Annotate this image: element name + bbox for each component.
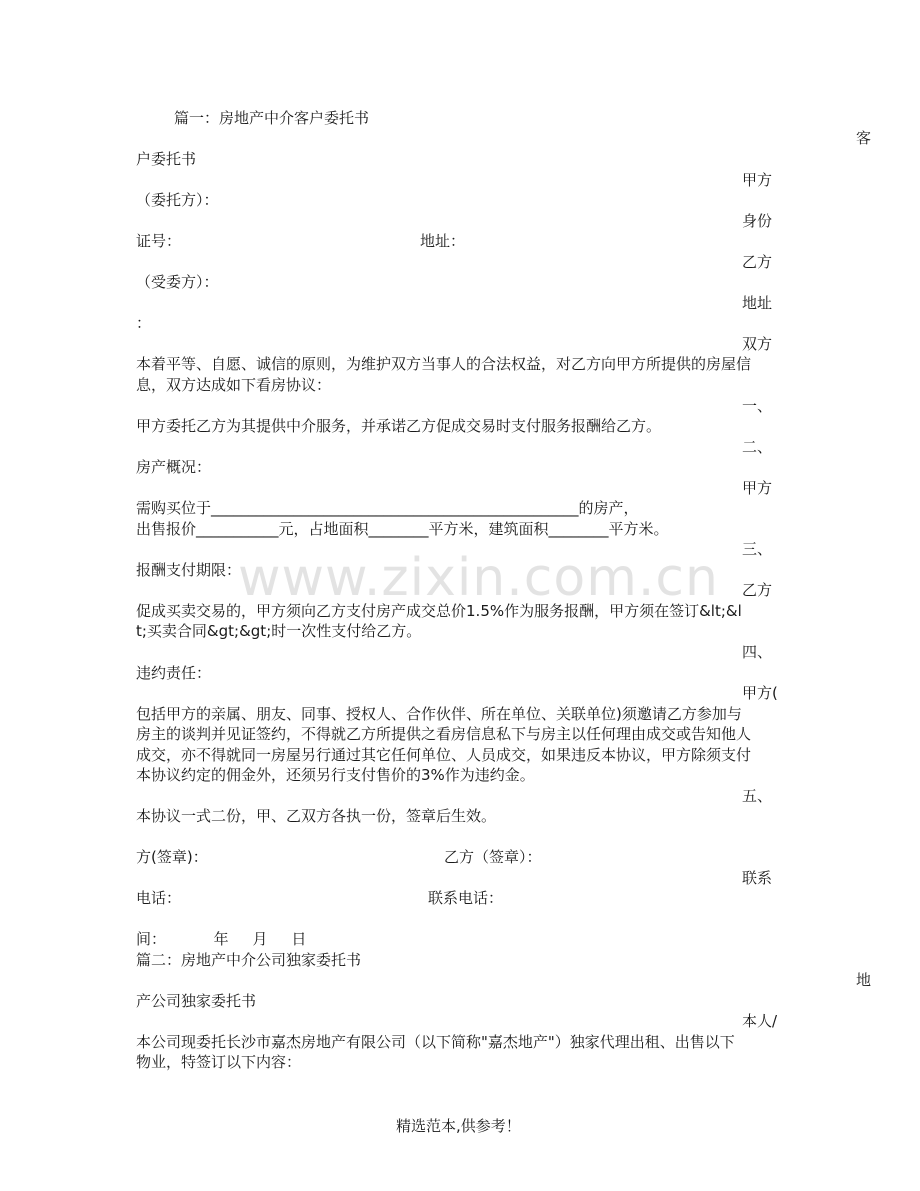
text-line: 息，双方达成如下看房协议： (136, 376, 332, 394)
text-line: 包括甲方的亲属、朋友、同事、授权人、合作伙伴、所在单位、关联单位)须邀请乙方参加与 (136, 705, 742, 723)
text-line: ： (136, 314, 152, 332)
text-line: 证号： (136, 232, 182, 250)
text-line: （受委方）： (136, 273, 219, 291)
text-line: 二、 (742, 438, 773, 456)
text-line: 甲方委托乙方为其提供中介服务，并承诺乙方促成交易时支付服务报酬给乙方。 (136, 417, 662, 435)
text-line: 甲方 (742, 171, 773, 189)
text-line: 五、 (742, 787, 773, 805)
text-line: 成交，亦不得就同一房屋另行通过其它任何单位、人员成交，如果违反本协议，甲方除须支付 (136, 746, 752, 764)
text-line: 双方 (742, 335, 773, 353)
text-line: 本人/ (742, 1012, 778, 1030)
text-line: 间： 年 月 日 (136, 930, 307, 948)
text-line: 产公司独家委托书 (136, 992, 257, 1010)
text-line: 违约责任： (136, 664, 212, 682)
text-line: 身份 (742, 212, 773, 230)
text-line: 促成买卖交易的，甲方须向乙方支付房产成交总价1.5%作为服务报酬，甲方须在签订&lt;&l (136, 602, 742, 620)
text-line: 地 (856, 971, 872, 989)
watermark: www.zixin.com.cn (238, 548, 719, 608)
text-line: 电话： (136, 889, 182, 907)
text-line: 需购买位于_________________________________________________的房产， (136, 499, 639, 517)
text-line: 乙方 (742, 581, 773, 599)
text-line: 物业，特签订以下内容： (136, 1053, 302, 1071)
text-line: 篇一：房地产中介客户委托书 (174, 109, 370, 127)
text-line: 精选范本,供参考！ (396, 1117, 521, 1135)
text-line: 地址 (742, 294, 773, 312)
text-line: 客 (856, 129, 872, 147)
text-line: 地址： (420, 232, 466, 250)
text-line: 房产概况： (136, 458, 212, 476)
text-line: 本协议约定的佣金外，还须另行支付售价的3%作为违约金。 (136, 766, 535, 784)
text-line: 联系 (742, 869, 773, 887)
text-line: 乙方 (742, 253, 773, 271)
text-line: 出售报价___________元，占地面积________平方米，建筑面积________平方米。 (136, 520, 669, 538)
text-line: 篇二：房地产中介公司独家委托书 (136, 951, 362, 969)
text-line: 甲方 (742, 479, 773, 497)
text-line: 甲方( (742, 684, 778, 702)
text-line: 本公司现委托长沙市嘉杰房地产有限公司（以下简称"嘉杰地产"）独家代理出租、出售以下 (136, 1033, 735, 1051)
text-line: 户委托书 (136, 150, 197, 168)
text-line: t;买卖合同&gt;&gt;时一次性支付给乙方。 (136, 622, 422, 640)
text-line: 房主的谈判并见证签约，不得就乙方所提供之看房信息私下与房主以任何理由成交或告知他人 (136, 725, 752, 743)
text-line: 一、 (742, 397, 773, 415)
text-line: 联系电话： (428, 889, 504, 907)
text-line: 四、 (742, 643, 773, 661)
text-line: （委托方）： (136, 191, 219, 209)
text-line: 本着平等、自愿、诚信的原则，为维护双方当事人的合法权益，对乙方向甲方所提供的房屋信 (136, 355, 752, 373)
text-line: 三、 (742, 540, 773, 558)
text-line: 方(签章)： (136, 848, 208, 866)
text-line: 乙方（签章）： (444, 848, 542, 866)
text-line: 报酬支付期限： (136, 561, 242, 579)
text-line: 本协议一式二份，甲、乙双方各执一份，签章后生效。 (136, 807, 497, 825)
